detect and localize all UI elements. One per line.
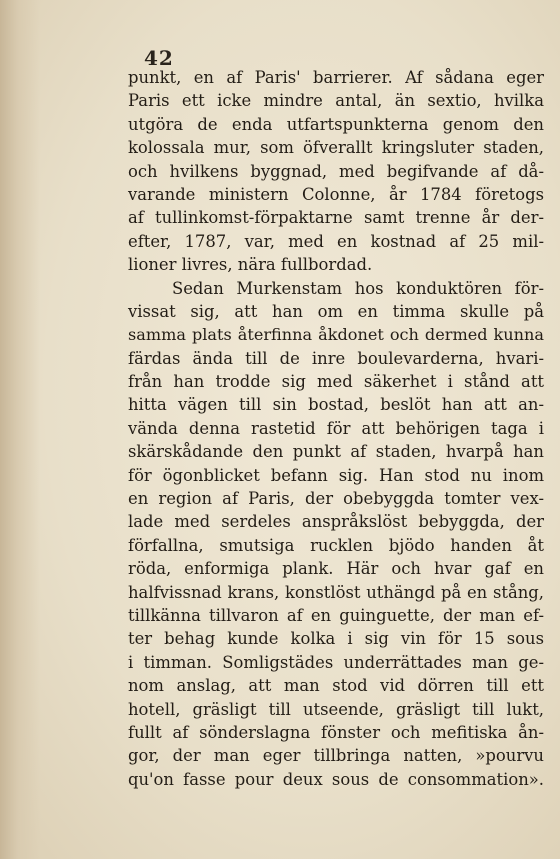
text-line: punkt, en af Paris' barrierer. Af sådana eger: [128, 68, 544, 87]
binding-shadow: [0, 0, 40, 859]
text-line: och hvilkens byggnad, med begifvande af då-: [128, 161, 544, 181]
text-line: qu'on fasse pour deux sous de consommation».: [128, 769, 544, 789]
text-line: ter behag kunde kolka i sig vin för 15 sous: [128, 629, 544, 649]
text-line: af tullinkomst-förpaktarne samt trenne år der-: [128, 208, 544, 228]
text-line: halfvissnad krans, konstlöst uthängd på en stång,: [128, 582, 544, 602]
text-line: varande ministern Colonne, år 1784 företogs: [128, 184, 544, 204]
text-line: färdas ända till de inre boulevarderna, hvari-: [128, 348, 544, 368]
paragraph-1: [128, 66, 544, 277]
body-text: [128, 66, 544, 791]
text-line: en region af Paris, der obebyggda tomter vex-: [128, 489, 544, 509]
text-line: tillkänna tillvaron af en guinguette, der man ef-: [128, 605, 544, 625]
page-number: 42: [144, 46, 174, 70]
text-line: utgöra de enda utfartspunkterna genom den: [128, 114, 544, 134]
text-line: hotell, gräsligt till utseende, gräsligt till lukt,: [128, 699, 544, 719]
text-line: för ögonblicket befann sig. Han stod nu inom: [128, 465, 544, 485]
text-line: kolossala mur, som öfverallt kringsluter staden,: [128, 138, 544, 158]
text-line: Paris ett icke mindre antal, än sextio, hvilka: [128, 91, 544, 111]
text-line: fullt af sönderslagna fönster och mefitiska ån-: [128, 722, 544, 742]
text-line: lade med serdeles anspråkslöst bebyggda, der: [128, 512, 544, 532]
text-line: skärskådande den punkt af staden, hvarpå han: [128, 442, 544, 462]
text-line: förfallna, smutsiga rucklen bjödo handen åt: [128, 535, 544, 555]
text-line: vissat sig, att han om en timma skulle på: [128, 301, 544, 321]
text-line: röda, enformiga plank. Här och hvar gaf en: [128, 559, 544, 579]
paragraph-2: [128, 277, 544, 792]
text-line: lioner livres, nära fullbordad.: [128, 255, 373, 275]
text-line: från han trodde sig med säkerhet i stånd att: [128, 372, 544, 392]
text-line: hitta vägen till sin bostad, beslöt han att an-: [128, 395, 544, 415]
text-line: samma plats återfinna åkdonet och dermed kunna: [128, 325, 544, 345]
text-line: i timman. Somligstädes underrättades man ge-: [128, 652, 544, 672]
text-line: vända denna rastetid för att behörigen taga i: [128, 418, 544, 438]
text-line: efter, 1787, var, med en kostnad af 25 mil-: [128, 231, 544, 251]
text-line: gor, der man eger tillbringa natten, »pourvu: [128, 746, 544, 766]
text-line: Sedan Murkenstam hos konduktören för-: [172, 278, 544, 298]
text-line: nom anslag, att man stod vid dörren till ett: [128, 676, 544, 696]
